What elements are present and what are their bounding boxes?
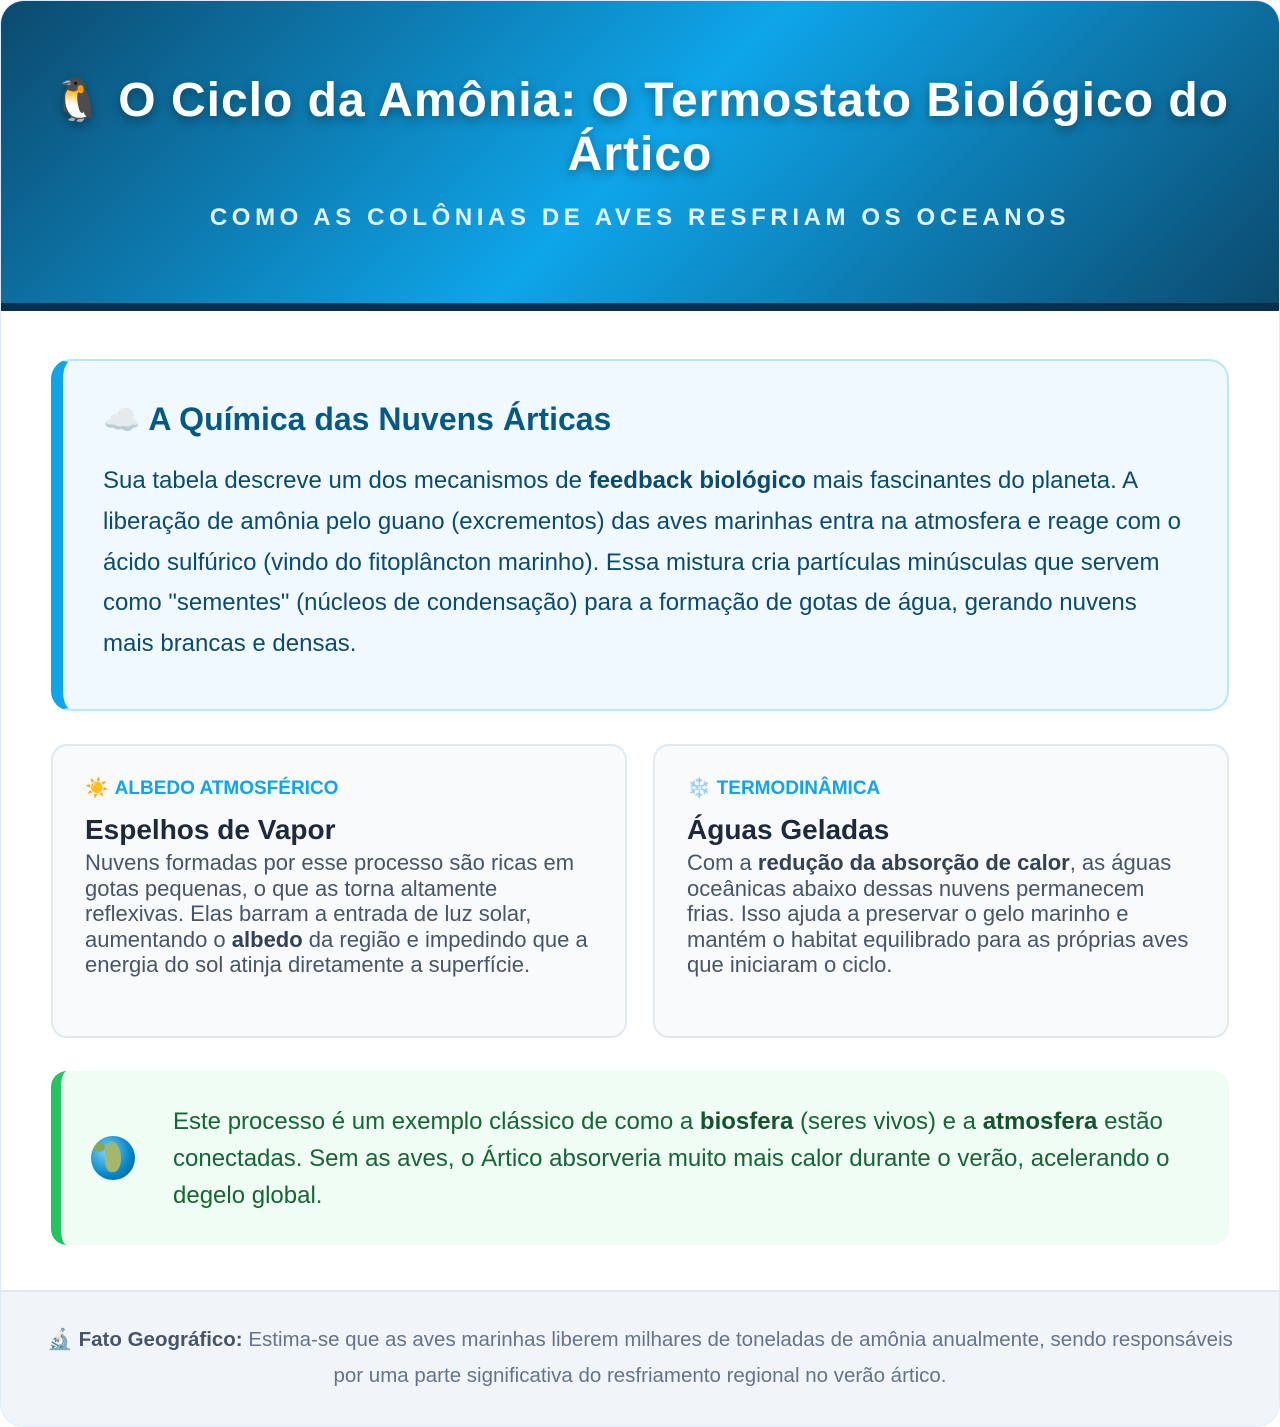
card-tag-label: ALBEDO ATMOSFÉRICO xyxy=(114,778,339,799)
microscope-icon: 🔬 xyxy=(47,1328,73,1351)
eco-text-part: (seres vivos) e a xyxy=(793,1107,983,1135)
intro-heading xyxy=(103,399,1187,441)
penguin-icon: 🐧 xyxy=(50,76,105,123)
card-body xyxy=(687,850,1195,978)
page-subtitle: COMO AS COLÔNIAS DE AVES RESFRIAM OS OCEANOS xyxy=(209,204,1071,231)
eco-bold-biosfera: biosfera xyxy=(699,1107,794,1135)
card-text-part: Nuvens formadas por esse processo são ricas em gotas pequenas, o que as torna altamente reflexivas. Elas barram a entrada de luz solar, aumentando o xyxy=(85,850,575,952)
card-tag-label: TERMODINÂMICA xyxy=(716,778,881,799)
intro-heading-text: A Química das Nuvens Árticas xyxy=(148,401,612,437)
ecosystem-text xyxy=(173,1103,1189,1214)
header-banner xyxy=(1,1,1279,311)
card-bold-term: albedo xyxy=(231,926,303,952)
card-title: Espelhos de Vapor xyxy=(85,814,336,845)
eco-text-part: estão conectadas. Sem as aves, o Ártico absorveria muito mais calor durante o verão, acelerando o degelo global. xyxy=(173,1107,1170,1209)
globe-icon xyxy=(91,1136,135,1180)
ecosystem-callout xyxy=(51,1071,1229,1245)
card-bold-term: redução da absorção de calor xyxy=(757,850,1070,875)
intro-text-part: mais fascinantes do planeta. A liberação de amônia pelo guano (excrementos) das aves marinhas entra na atmosfera e reage com o ácido sulfúrico (vindo do fitoplâncton marinho). Essa mistura cria partículas minúsculas que servem como "sementes" (núcleos de condensação) para a formação de gotas de água, gerando nuvens mais brancas e densas. xyxy=(103,467,1181,658)
card-text-part: , as águas oceânicas abaixo dessas nuvens permanecem frias. Isso ajuda a preservar o gelo marinho e mantém o habitat equilibrado para as próprias aves que iniciaram o ciclo. xyxy=(687,850,1189,978)
intro-bold-term: feedback biológico xyxy=(588,467,806,494)
card-title: Águas Geladas xyxy=(687,814,890,845)
card-albedo xyxy=(51,744,627,1038)
intro-paragraph xyxy=(103,461,1187,665)
footer-label: Fato Geográfico: xyxy=(78,1328,243,1351)
page-title-text: O Ciclo da Amônia: O Termostato Biológico do Ártico xyxy=(118,74,1229,181)
intro-text-part: Sua tabela descreve um dos mecanismos de xyxy=(103,467,589,494)
card-text-part: Com a xyxy=(687,850,758,875)
sun-icon: ☀️ xyxy=(85,778,109,799)
card-tag xyxy=(85,776,593,802)
eco-bold-atmosfera: atmosfera xyxy=(982,1107,1098,1135)
card-tag xyxy=(687,776,1195,802)
card-thermodynamics xyxy=(653,744,1229,1038)
snowflake-icon: ❄️ xyxy=(687,778,711,799)
cloud-icon: ☁️ xyxy=(103,404,141,437)
card-body xyxy=(85,850,593,978)
footer-text: Estima-se que as aves marinhas liberem milhares de toneladas de amônia anualmente, sendo responsáveis por uma parte significativa do resfriamento regional no verão ártico. xyxy=(242,1328,1233,1387)
cards-grid xyxy=(51,744,1229,1038)
eco-text-part: Este processo é um exemplo clássico de como a xyxy=(173,1107,700,1135)
card-text-part: da região e impedindo que a energia do sol atinja diretamente a superfície. xyxy=(85,926,588,978)
footer-fact xyxy=(1,1290,1279,1426)
intro-section xyxy=(51,359,1229,711)
main-content xyxy=(1,311,1279,1245)
page-title xyxy=(1,73,1279,182)
